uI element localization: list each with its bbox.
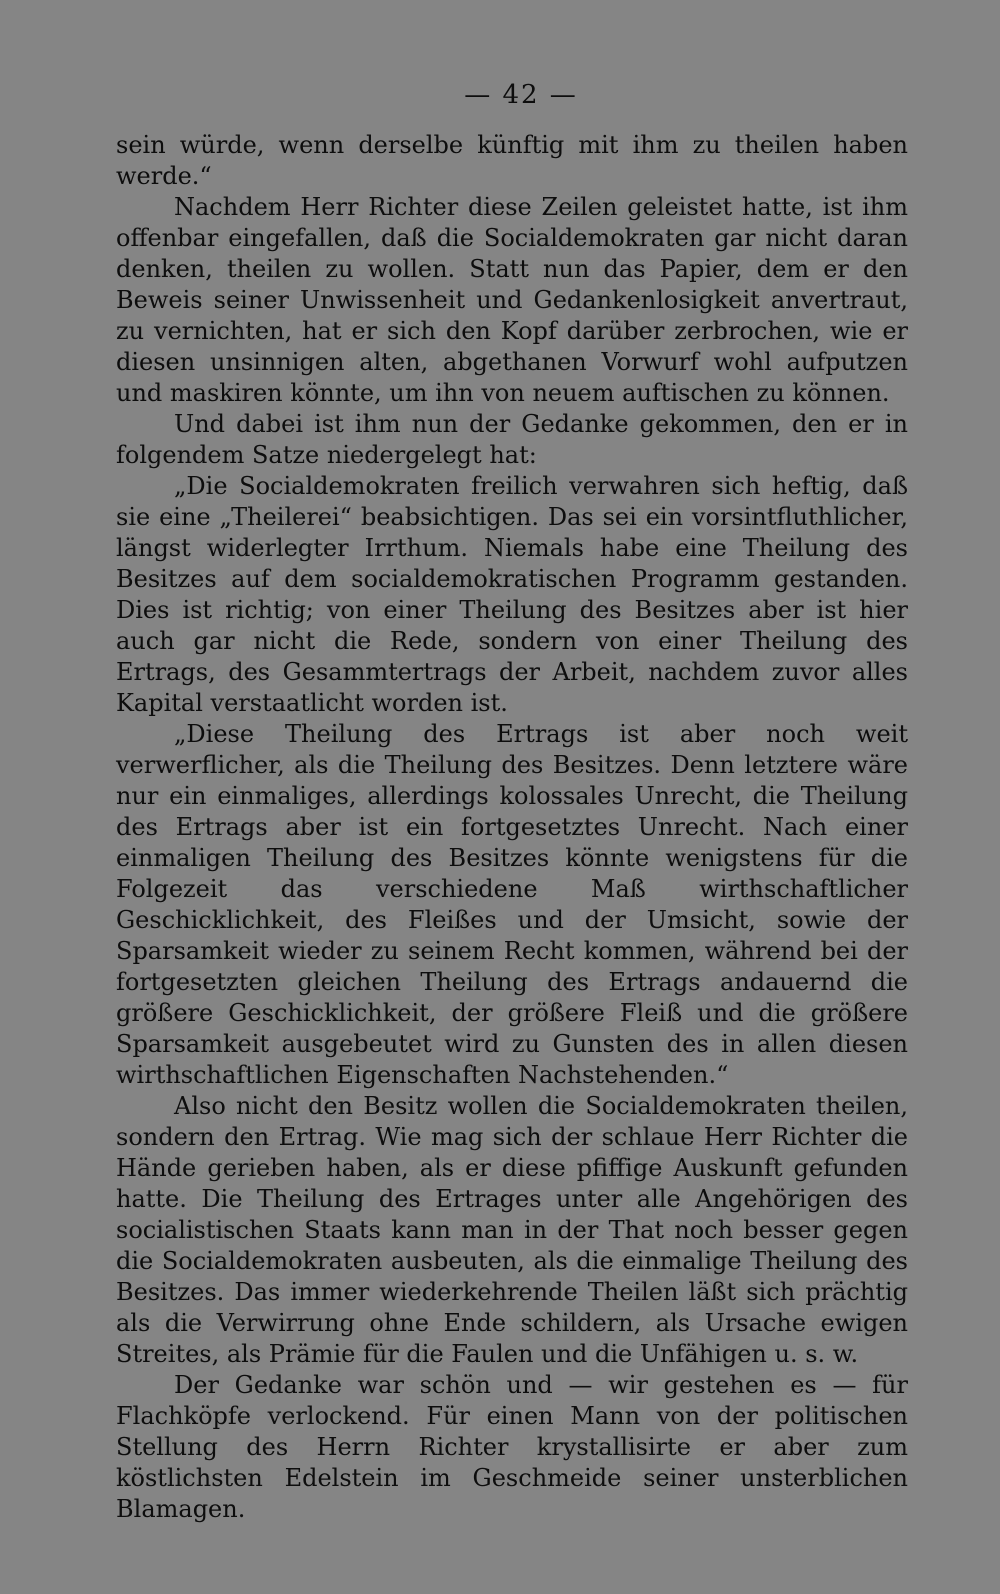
paragraph: Und dabei ist ihm nun der Gedanke gekommen, den er in folgendem Satze niedergelegt hat:: [116, 410, 908, 469]
paragraph: Der Gedanke war schön und — wir gestehen es — für Flachköpfe verlockend. Für einen Mann von der politischen Stellung des Herrn Richter krystallisirte er aber zum köstlichsten Edelstein im Geschmeide seiner unsterblichen Blamagen.: [116, 1371, 908, 1523]
page-body: [116, 130, 908, 1525]
paragraph: sein würde, wenn derselbe künftig mit ihm zu theilen haben werde.“: [116, 131, 908, 190]
paragraph: „Die Socialdemokraten freilich verwahren sich heftig, daß sie eine „Theilerei“ beabsichtigen. Das sei ein vorsintfluthlicher, längst widerlegter Irrthum. Niemals habe eine Theilung des Besitzes auf dem socialdemokratischen Programm gestanden. Dies ist richtig; von einer Theilung des Besitzes aber ist hier auch gar nicht die Rede, sondern von einer Theilung des Ertrags, des Gesammtertrags der Arbeit, nachdem zuvor alles Kapital verstaatlicht worden ist.: [116, 472, 908, 717]
paragraph: „Diese Theilung des Ertrags ist aber noch weit verwerflicher, als die Theilung des Besitzes. Denn letztere wäre nur ein einmaliges, allerdings kolossales Unrecht, die Theilung des Ertrags aber ist ein fortgesetztes Unrecht. Nach einer einmaligen Theilung des Besitzes könnte wenigstens für die Folgezeit das verschiedene Maß wirthschaftlicher Geschicklichkeit, des Fleißes und der Umsicht, sowie der Sparsamkeit wieder zu seinem Recht kommen, während bei der fortgesetzten gleichen Theilung des Ertrags andauernd die größere Geschicklichkeit, der größere Fleiß und die größere Sparsamkeit ausgebeutet wird zu Gunsten des in allen diesen wirthschaftlichen Eigenschaften Nachstehenden.“: [116, 720, 908, 1089]
page-number: — 42 —: [464, 80, 578, 110]
paragraph: Also nicht den Besitz wollen die Socialdemokraten theilen, sondern den Ertrag. Wie mag sich der schlaue Herr Richter die Hände gerieben haben, als er diese pfiffige Auskunft gefunden hatte. Die Theilung des Ertrages unter alle Angehörigen des socialistischen Staats kann man in der That noch besser gegen die Socialdemokraten ausbeuten, als die einmalige Theilung des Besitzes. Das immer wiederkehrende Theilen läßt sich prächtig als die Verwirrung ohne Ende schildern, als Ursache ewigen Streites, als Prämie für die Faulen und die Unfähigen u. s. w.: [116, 1092, 908, 1368]
paragraph: Nachdem Herr Richter diese Zeilen geleistet hatte, ist ihm offenbar eingefallen, daß die Socialdemokraten gar nicht daran denken, theilen zu wollen. Statt nun das Papier, dem er den Beweis seiner Unwissenheit und Gedankenlosigkeit anvertraut, zu vernichten, hat er sich den Kopf darüber zerbrochen, wie er diesen unsinnigen alten, abgethanen Vorwurf wohl aufputzen und maskiren könnte, um ihn von neuem auftischen zu können.: [116, 193, 908, 407]
